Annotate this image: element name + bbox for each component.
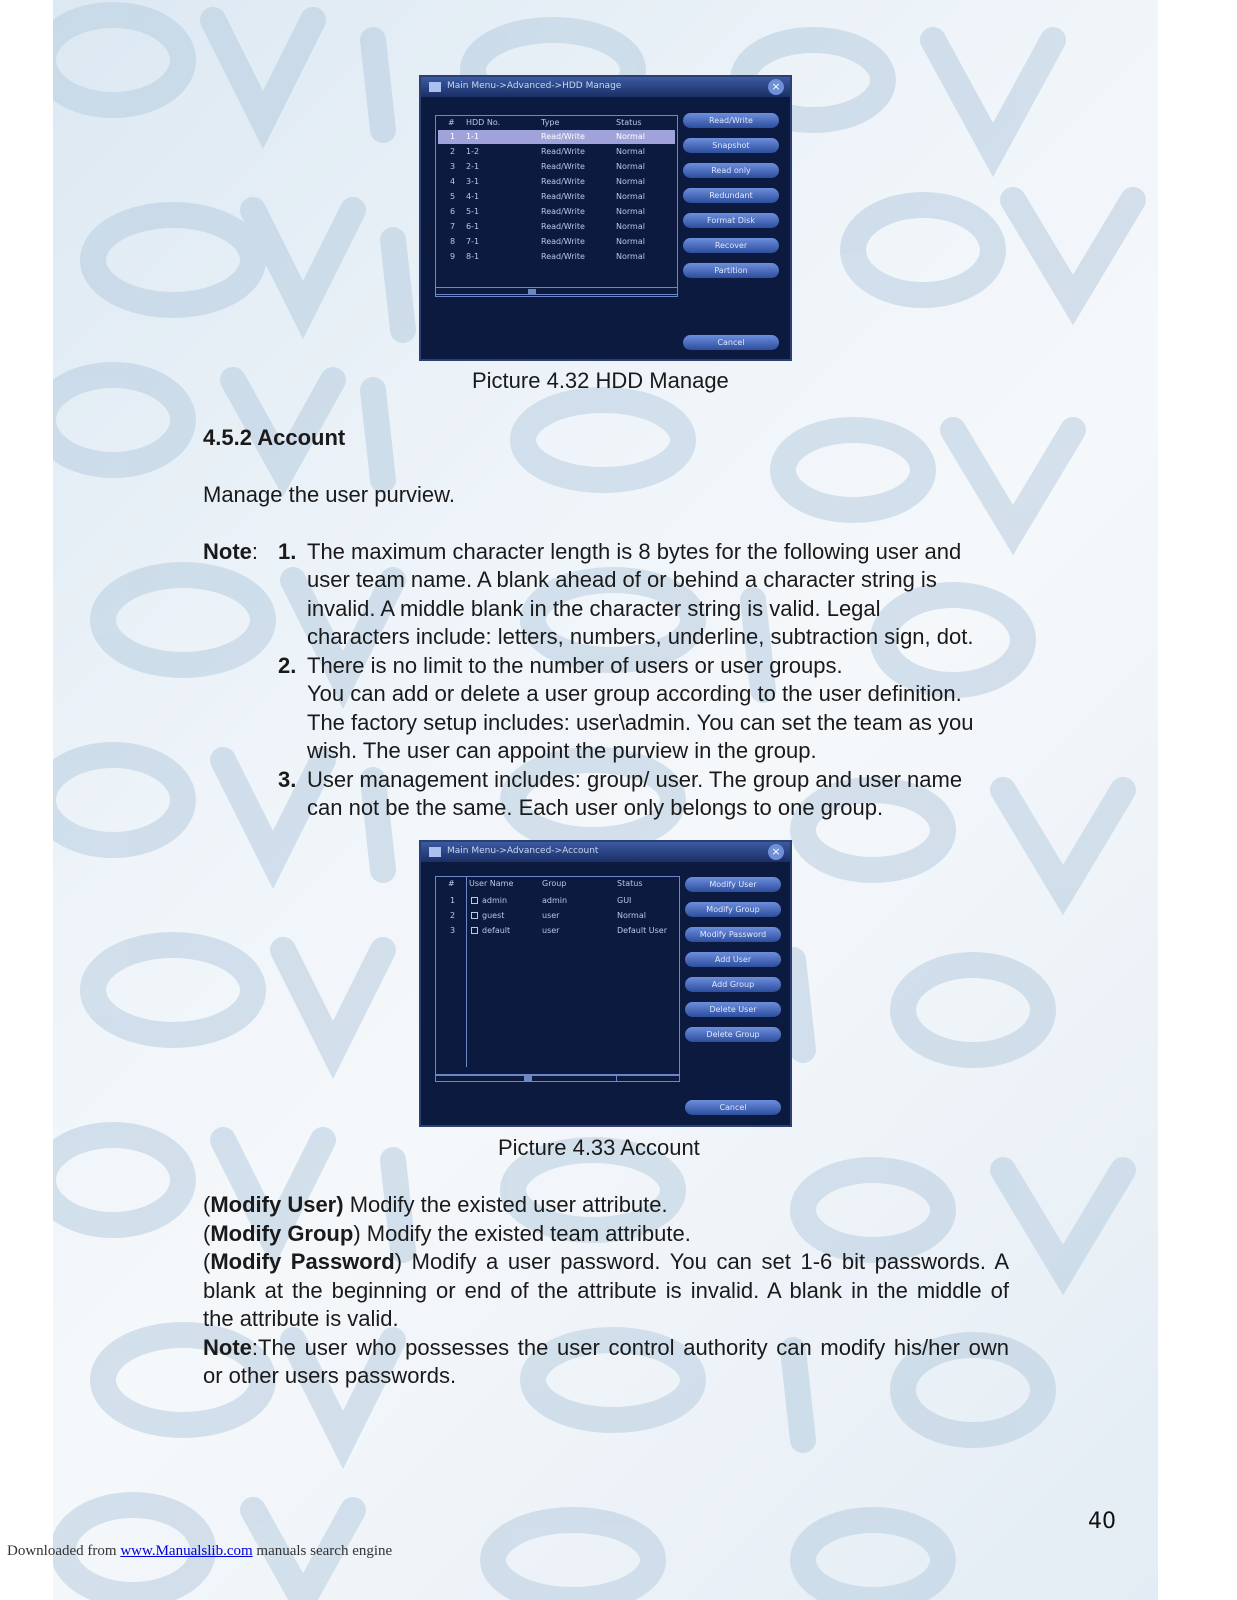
row-index: 2 (450, 911, 456, 920)
table-row[interactable] (438, 924, 677, 938)
col-header-hdd-no: HDD No. (466, 118, 501, 127)
row-index: 5 (450, 192, 456, 201)
account-window-title: Main Menu->Advanced->Account (447, 846, 599, 856)
row-index: 1 (450, 132, 456, 141)
modify-password-text-line: the attribute is valid. (203, 1306, 399, 1331)
modify-user-text: Modify the existed user attribute. (343, 1192, 668, 1217)
row-type: Read/Write (541, 252, 585, 261)
col-header-index: # (448, 118, 455, 127)
window-icon (429, 847, 441, 857)
row-status: Normal (616, 222, 645, 231)
open-paren: ( (203, 1221, 211, 1246)
row-user-name: admin (482, 896, 508, 905)
row-status: GUI (617, 896, 632, 905)
note-number: 1. (278, 539, 297, 564)
modify-group-button[interactable]: Modify Group (685, 902, 781, 917)
table-row[interactable] (438, 160, 675, 174)
close-icon[interactable]: × (768, 844, 784, 860)
note-text-line: The factory setup includes: user\admin. You can set the team as you (307, 710, 974, 735)
note-number: 3. (278, 767, 297, 792)
row-hdd-no: 2-1 (466, 162, 480, 171)
note-label-text: Note (203, 539, 252, 564)
section-heading: 4.5.2 Account (203, 425, 346, 450)
row-index: 1 (450, 896, 456, 905)
add-group-button[interactable]: Add Group (685, 977, 781, 992)
row-status: Normal (616, 132, 645, 141)
row-index: 2 (450, 147, 456, 156)
row-user-name: guest (482, 911, 505, 920)
row-hdd-no: 5-1 (466, 207, 480, 216)
row-index: 8 (450, 237, 456, 246)
row-index: 6 (450, 207, 456, 216)
row-hdd-no: 1-1 (466, 132, 480, 141)
row-index: 7 (450, 222, 456, 231)
row-type: Read/Write (541, 147, 585, 156)
delete-group-button[interactable]: Delete Group (685, 1027, 781, 1042)
row-index: 9 (450, 252, 456, 261)
table-row[interactable] (438, 130, 675, 144)
note-separator: : (251, 539, 259, 564)
row-status: Normal (616, 252, 645, 261)
modify-password-description (203, 1249, 1009, 1275)
col-header-index: # (448, 879, 455, 888)
row-hdd-no: 1-2 (466, 147, 480, 156)
note-text-line: There is no limit to the number of users or user groups. (307, 653, 843, 678)
modify-group-text: ) Modify the existed team attribute. (353, 1221, 691, 1246)
modify-password-term: Modify Password (210, 1249, 395, 1274)
checkbox[interactable] (471, 897, 478, 904)
table-row[interactable] (438, 235, 675, 249)
window-icon (429, 82, 441, 92)
hdd-list-header (436, 116, 677, 130)
section-intro: Manage the user purview. (203, 482, 455, 507)
modify-password-button[interactable]: Modify Password (685, 927, 781, 942)
row-status: Normal (616, 207, 645, 216)
row-user-name: default (482, 926, 511, 935)
password-note-line: or other users passwords. (203, 1363, 457, 1388)
hdd-list (435, 115, 678, 297)
note-text-line: You can add or delete a user group according to the user definition. (307, 681, 962, 706)
table-row[interactable] (438, 909, 677, 923)
row-type: Read/Write (541, 192, 585, 201)
format-disk-button[interactable]: Format Disk (683, 213, 779, 228)
close-icon[interactable]: × (768, 79, 784, 95)
horizontal-scrollbar[interactable] (435, 287, 678, 295)
cancel-button[interactable]: Cancel (683, 335, 779, 350)
note-text-line: The maximum character length is 8 bytes for the following user and (307, 539, 962, 564)
table-row[interactable] (438, 250, 675, 264)
table-row[interactable] (438, 190, 675, 204)
scrollbar-thumb[interactable] (524, 1076, 532, 1081)
row-hdd-no: 7-1 (466, 237, 480, 246)
manualslib-link[interactable]: www.Manualslib.com (120, 1543, 253, 1559)
note-text: :The user who possesses the user control authority can modify his/her own (251, 1335, 1009, 1360)
horizontal-scrollbar[interactable] (435, 1074, 680, 1082)
account-screenshot (419, 840, 792, 1127)
row-type: Read/Write (541, 222, 585, 231)
scrollbar-divider (616, 1075, 617, 1081)
read-only-button[interactable]: Read only (683, 163, 779, 178)
checkbox[interactable] (471, 912, 478, 919)
footer-suffix: manuals search engine (252, 1543, 393, 1559)
hdd-window-title: Main Menu->Advanced->HDD Manage (447, 81, 622, 91)
figure-caption: Picture 4.32 HDD Manage (472, 368, 729, 393)
col-header-group: Group (542, 879, 567, 888)
snapshot-button[interactable]: Snapshot (683, 138, 779, 153)
recover-button[interactable]: Recover (683, 238, 779, 253)
read-write-button[interactable]: Read/Write (683, 113, 779, 128)
col-header-type: Type (541, 118, 560, 127)
modify-password-text-line: blank at the beginning or end of the attribute is invalid. A blank in the middle of (203, 1278, 1009, 1303)
footer-prefix: Downloaded from (7, 1543, 121, 1559)
note-text-line: wish. The user can appoint the purview in the group. (307, 738, 817, 763)
scrollbar-thumb[interactable] (528, 289, 536, 294)
row-hdd-no: 8-1 (466, 252, 480, 261)
row-group: user (542, 911, 560, 920)
row-type: Read/Write (541, 177, 585, 186)
modify-password-text: ) Modify a user password. You can set 1-6 bit passwords. A (394, 1249, 1009, 1274)
modify-user-description (203, 1192, 1009, 1218)
row-hdd-no: 3-1 (466, 177, 480, 186)
table-row[interactable] (438, 145, 675, 159)
col-header-status: Status (616, 118, 642, 127)
modify-group-description (203, 1221, 1009, 1247)
row-status: Normal (616, 192, 645, 201)
note-text-line: can not be the same. Each user only belongs to one group. (307, 795, 884, 820)
user-list (435, 876, 680, 1076)
row-status: Normal (617, 911, 646, 920)
table-row[interactable] (438, 220, 675, 234)
note-text-line: user team name. A blank ahead of or behind a character string is (307, 567, 937, 592)
row-index: 3 (450, 926, 456, 935)
partition-button[interactable]: Partition (683, 263, 779, 278)
col-header-status: Status (617, 879, 643, 888)
row-type: Read/Write (541, 237, 585, 246)
password-note (203, 1335, 1009, 1361)
row-type: Read/Write (541, 162, 585, 171)
row-status: Normal (616, 237, 645, 246)
row-status: Normal (616, 147, 645, 156)
note-text-line: characters include: letters, numbers, underline, subtraction sign, dot. (307, 624, 974, 649)
delete-user-button[interactable]: Delete User (685, 1002, 781, 1017)
page-number: 40 (1088, 1509, 1116, 1534)
note-text-line: User management includes: group/ user. The group and user name (307, 767, 963, 792)
col-header-user-name: User Name (469, 879, 514, 888)
hdd-manage-screenshot (419, 75, 792, 361)
row-hdd-no: 6-1 (466, 222, 480, 231)
user-list-header (436, 877, 679, 891)
row-group: admin (542, 896, 568, 905)
note-number: 2. (278, 653, 297, 678)
row-index: 4 (450, 177, 456, 186)
note-label (203, 539, 258, 565)
modify-user-term: Modify User) (210, 1192, 344, 1217)
open-paren: ( (203, 1249, 211, 1274)
row-status: Normal (616, 177, 645, 186)
add-user-button[interactable]: Add User (685, 952, 781, 967)
cancel-button[interactable]: Cancel (685, 1100, 781, 1115)
table-row[interactable] (438, 894, 677, 908)
table-row[interactable] (438, 175, 675, 189)
table-row[interactable] (438, 205, 675, 219)
footer (7, 1543, 392, 1560)
note-text-line: invalid. A middle blank in the character string is valid. Legal (307, 596, 881, 621)
figure-caption: Picture 4.33 Account (498, 1135, 700, 1160)
row-type: Read/Write (541, 207, 585, 216)
redundant-button[interactable]: Redundant (683, 188, 779, 203)
row-group: user (542, 926, 560, 935)
row-status: Normal (616, 162, 645, 171)
checkbox[interactable] (471, 927, 478, 934)
modify-group-term: Modify Group (210, 1221, 354, 1246)
row-index: 3 (450, 162, 456, 171)
row-status: Default User (617, 926, 668, 935)
open-paren: ( (203, 1192, 211, 1217)
modify-user-button[interactable]: Modify User (685, 877, 781, 892)
row-type: Read/Write (541, 132, 585, 141)
note-term: Note (203, 1335, 252, 1360)
row-hdd-no: 4-1 (466, 192, 480, 201)
